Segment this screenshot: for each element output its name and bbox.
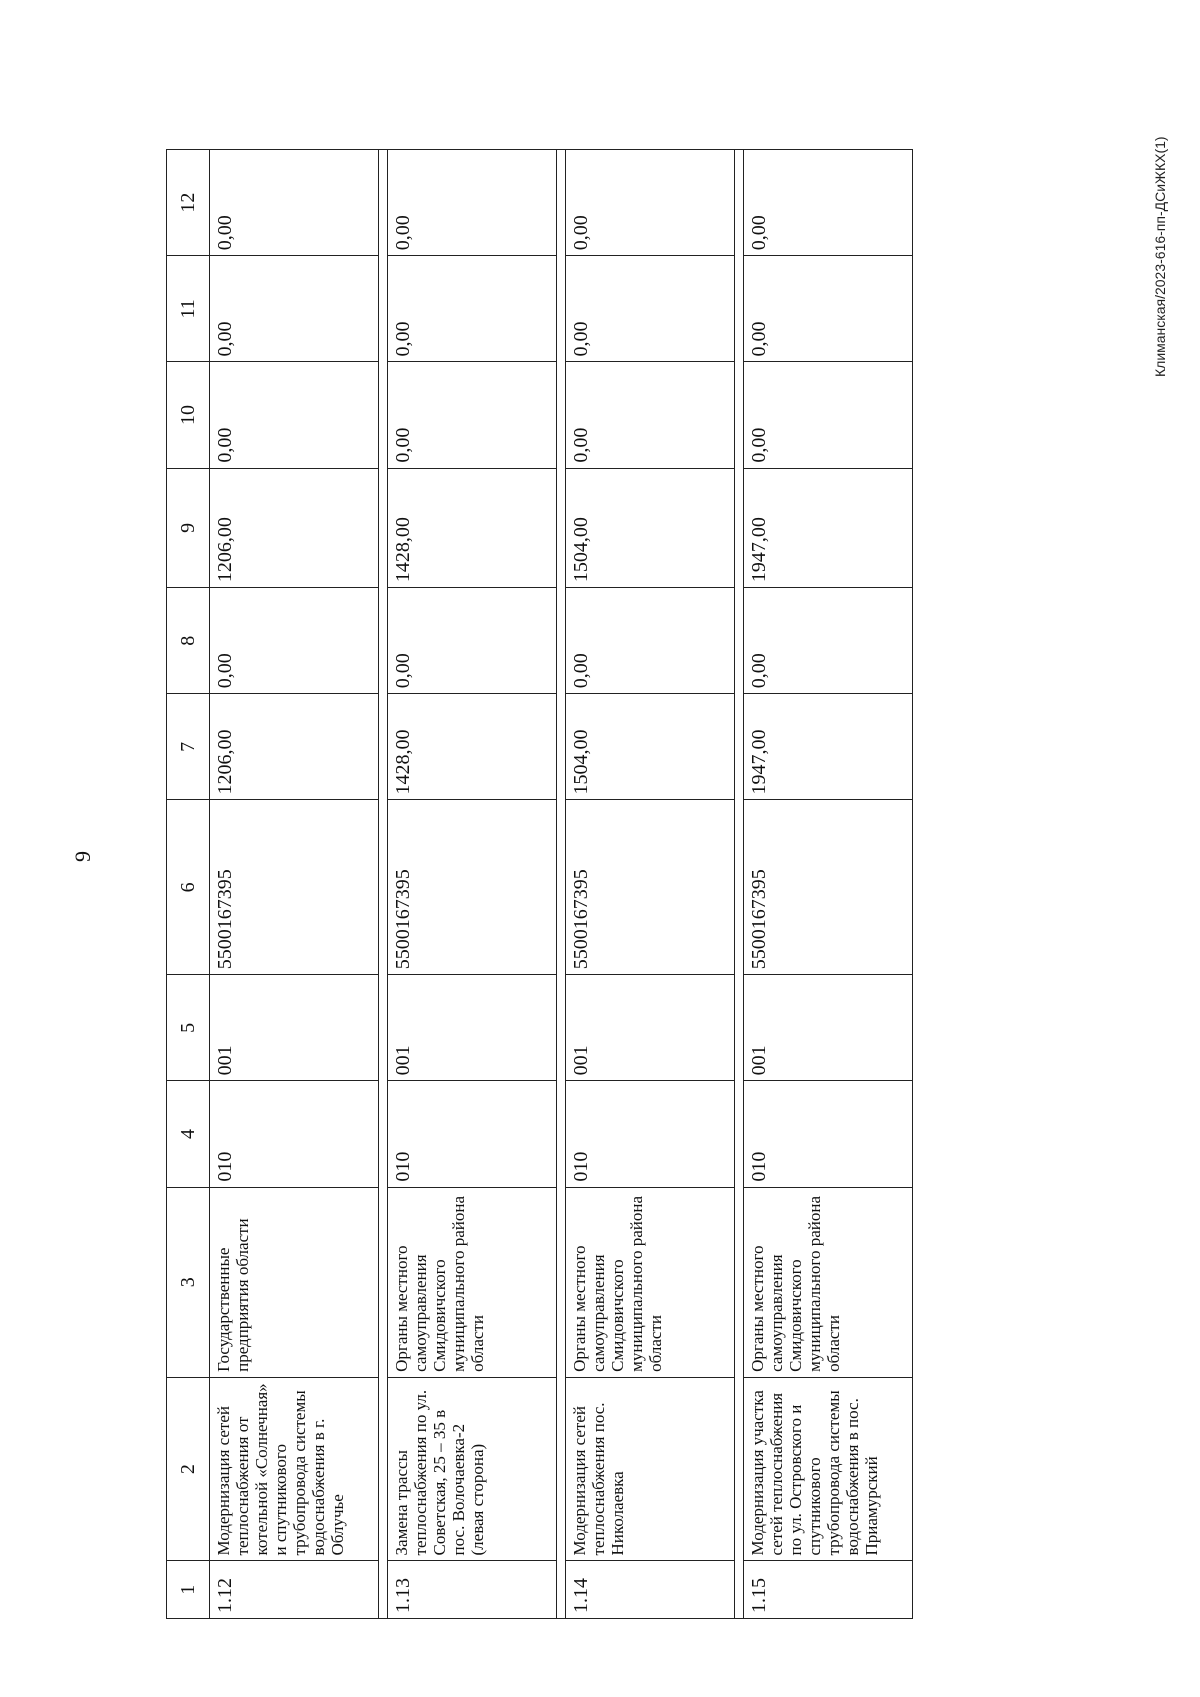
column-header: 3 (167, 1187, 210, 1377)
cell-amount-9: 1428,00 (388, 468, 557, 587)
cell-amount-12: 0,00 (388, 150, 557, 256)
cell-amount-12: 0,00 (566, 150, 735, 256)
cell-amount-10: 0,00 (210, 362, 379, 468)
cell-amount-10: 0,00 (744, 362, 913, 468)
cell-amount-11: 0,00 (744, 256, 913, 362)
gap-cell (379, 150, 388, 1619)
recipient: Государственные предприятия области (210, 1187, 379, 1377)
table-row (210, 150, 379, 1619)
cell-amount-7: 1428,00 (388, 694, 557, 800)
cell-amount-11: 0,00 (210, 256, 379, 362)
gap-cell (735, 150, 744, 1619)
table-row (388, 150, 557, 1619)
cell-amount-9: 1504,00 (566, 468, 735, 587)
cell-amount-8: 0,00 (388, 588, 557, 694)
column-header: 4 (167, 1081, 210, 1187)
cell-code-5: 001 (744, 975, 913, 1081)
column-header: 6 (167, 800, 210, 975)
column-header: 11 (167, 256, 210, 362)
column-header: 2 (167, 1377, 210, 1561)
column-header: 10 (167, 362, 210, 468)
cell-amount-11: 0,00 (388, 256, 557, 362)
recipient: Органы местного самоуправления Смидовичского муниципального района области (566, 1187, 735, 1377)
column-header: 5 (167, 975, 210, 1081)
project-name: Модернизация сетей теплоснабжения от котельной «Солнечная» и спутникового трубопровода системы водоснабжения в г. Облучье (210, 1377, 379, 1561)
gap-cell (557, 150, 566, 1619)
cell-code-6: 5500167395 (566, 800, 735, 975)
column-header: 8 (167, 588, 210, 694)
cell-amount-9: 1206,00 (210, 468, 379, 587)
budget-table (166, 149, 913, 1619)
cell-amount-9: 1947,00 (744, 468, 913, 587)
project-name: Модернизация участка сетей теплоснабжения по ул. Островского и спутникового трубопровода системы водоснабжения в пос. Приамурский (744, 1377, 913, 1561)
cell-code-4: 010 (744, 1081, 913, 1187)
cell-amount-10: 0,00 (388, 362, 557, 468)
document-reference: Климанская/2023-616-пп-ДСиЖКХ(1) (1152, 136, 1168, 377)
row-number: 1.12 (210, 1561, 379, 1619)
project-name: Замена трассы теплоснабжения по ул. Советская, 25 – 35 в пос. Волочаевка-2 (левая сторона) (388, 1377, 557, 1561)
column-header: 9 (167, 468, 210, 587)
cell-code-5: 001 (210, 975, 379, 1081)
cell-amount-8: 0,00 (210, 588, 379, 694)
table-row (744, 150, 913, 1619)
cell-code-5: 001 (566, 975, 735, 1081)
column-header: 1 (167, 1561, 210, 1619)
cell-amount-7: 1504,00 (566, 694, 735, 800)
row-gap (379, 150, 388, 1619)
row-gap (735, 150, 744, 1619)
project-name: Модернизация сетей теплоснабжения пос. Николаевка (566, 1377, 735, 1561)
recipient: Органы местного самоуправления Смидовичского муниципального района области (388, 1187, 557, 1377)
column-header: 12 (167, 150, 210, 256)
cell-code-4: 010 (388, 1081, 557, 1187)
cell-amount-12: 0,00 (744, 150, 913, 256)
recipient: Органы местного самоуправления Смидовичского муниципального района области (744, 1187, 913, 1377)
header-row (167, 150, 210, 1619)
cell-amount-8: 0,00 (744, 588, 913, 694)
table-row (566, 150, 735, 1619)
cell-amount-7: 1206,00 (210, 694, 379, 800)
cell-code-5: 001 (388, 975, 557, 1081)
cell-amount-8: 0,00 (566, 588, 735, 694)
cell-code-6: 5500167395 (210, 800, 379, 975)
cell-amount-7: 1947,00 (744, 694, 913, 800)
row-number: 1.14 (566, 1561, 735, 1619)
row-number: 1.13 (388, 1561, 557, 1619)
row-number: 1.15 (744, 1561, 913, 1619)
cell-code-6: 5500167395 (388, 800, 557, 975)
row-gap (557, 150, 566, 1619)
cell-amount-10: 0,00 (566, 362, 735, 468)
column-header: 7 (167, 694, 210, 800)
page-number: 9 (70, 851, 95, 862)
cell-amount-12: 0,00 (210, 150, 379, 256)
cell-code-6: 5500167395 (744, 800, 913, 975)
cell-code-4: 010 (210, 1081, 379, 1187)
cell-code-4: 010 (566, 1081, 735, 1187)
cell-amount-11: 0,00 (566, 256, 735, 362)
